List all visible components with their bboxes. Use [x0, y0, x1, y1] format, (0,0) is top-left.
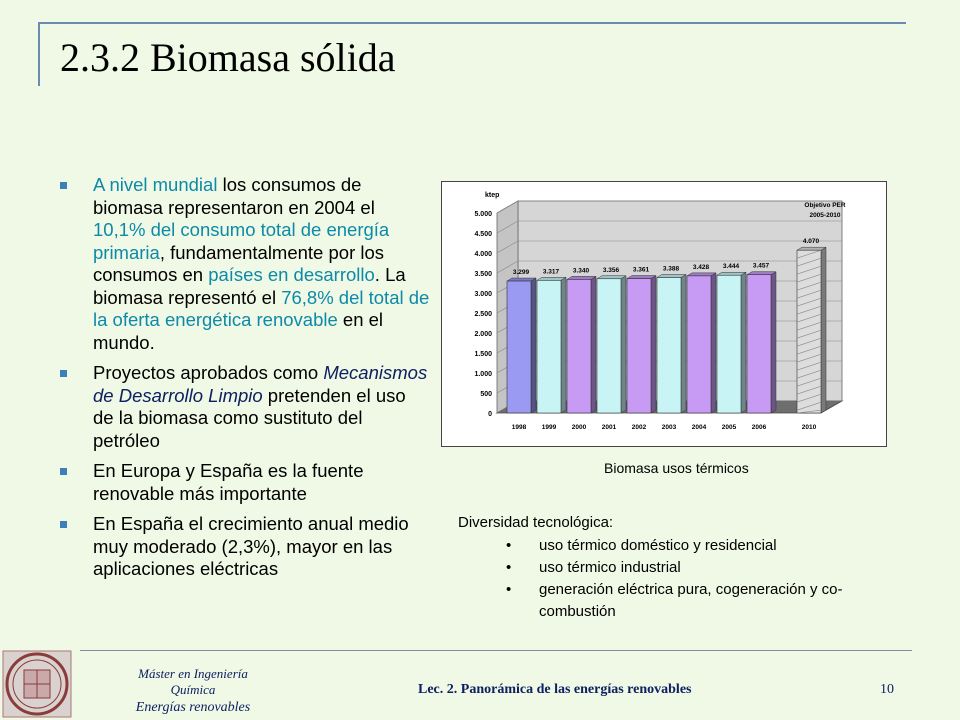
diversity-item-text: uso térmico doméstico y residencial	[539, 537, 777, 554]
diversity-item-text: generación eléctrica pura, cogeneración y co-combustión	[539, 581, 843, 620]
diversity-item	[458, 535, 869, 557]
bullet-text: pretenden el uso de la biomasa como sustituto del petróleo	[93, 384, 406, 451]
diversity-item-text: uso térmico industrial	[539, 559, 681, 576]
y-tick-label: 2.000	[474, 331, 492, 338]
title-frame-left-rule	[38, 22, 40, 86]
y-tick-label: 1.000	[474, 371, 492, 378]
bullet-square-icon	[60, 468, 67, 475]
bullet-square-icon	[60, 182, 67, 189]
chart-annotation: 2005-2010	[809, 212, 841, 219]
slide-title: 2.3.2 Biomasa sólida	[60, 35, 396, 80]
university-seal-icon	[2, 650, 72, 718]
bar	[537, 280, 561, 413]
bar	[627, 279, 651, 413]
bar-chart-box	[441, 181, 887, 447]
bullet-text: Mecanismos de Desarrollo Limpio	[93, 362, 428, 406]
footer-subject: Energías renovables	[135, 700, 251, 715]
diversity-block	[458, 514, 869, 623]
bullet-item	[60, 513, 430, 581]
bar	[747, 275, 771, 413]
bar	[657, 277, 681, 413]
bar-side	[531, 278, 536, 413]
bar	[507, 281, 531, 413]
bar-value-label: 4.070	[802, 238, 820, 246]
bullet-item	[60, 174, 430, 354]
y-tick-label: 3.000	[474, 291, 492, 298]
bullet-text: los consumos de biomasa representaron en 2004 el	[93, 174, 375, 218]
bar-top	[597, 276, 626, 279]
bullet-text: , fundamentalmente por los consumos en	[93, 241, 385, 285]
bar-top	[797, 247, 826, 250]
bar-value-label: 3.340	[572, 267, 590, 275]
x-tick-label: 2003	[661, 424, 677, 431]
y-tick-label: 3.500	[474, 271, 492, 278]
bullet-dot-icon: •	[506, 559, 512, 576]
bar-top	[627, 276, 656, 279]
x-tick-label: 2004	[691, 424, 707, 431]
y-tick-label: 500	[480, 391, 492, 398]
bar-side	[621, 276, 626, 413]
diversity-heading: Diversidad tecnológica:	[458, 514, 614, 531]
bullet-item	[60, 460, 430, 505]
bar-side	[821, 247, 826, 413]
bullet-text: 10,1% del consumo total de energía primaria	[93, 219, 390, 263]
x-tick-label: 1999	[541, 424, 557, 431]
bar-top	[507, 278, 536, 281]
bullet-text: En España el crecimiento anual medio muy moderado (2,3%), mayor en las aplicaciones eléctricas	[93, 513, 409, 579]
bar	[687, 276, 711, 413]
bar-side	[651, 276, 656, 413]
bar-side	[681, 274, 686, 413]
diversity-item	[458, 557, 869, 579]
bullet-list	[60, 174, 430, 589]
x-tick-label: 2005	[721, 424, 737, 431]
bullet-text: 76,8% del total de la oferta energética renovable	[93, 286, 430, 330]
y-unit-label: ktep	[485, 192, 500, 199]
bar-top	[537, 277, 566, 280]
footer-course	[118, 666, 268, 716]
bullet-dot-icon: •	[506, 537, 512, 554]
bullet-text: . La biomasa representó el	[93, 264, 406, 308]
bullet-text: en el mundo.	[93, 309, 384, 353]
y-tick-label: 1.500	[474, 351, 492, 358]
bar-chart	[442, 182, 886, 446]
bar-side	[561, 277, 566, 413]
footer-lecture: Lec. 2. Panorámica de las energías renovables	[418, 682, 692, 697]
x-tick-label: 2010	[801, 424, 817, 431]
bullet-dot-icon: •	[506, 581, 512, 598]
bar-side	[771, 272, 776, 413]
bar-top	[717, 272, 746, 275]
bar-side	[711, 273, 716, 413]
x-tick-label: 2001	[601, 424, 617, 431]
y-tick-label: 2.500	[474, 311, 492, 318]
bullet-text: Proyectos aprobados como	[93, 362, 324, 383]
y-tick-label: 4.000	[474, 251, 492, 258]
bar-side	[591, 276, 596, 413]
diversity-list	[458, 535, 869, 623]
bar-top	[567, 276, 596, 279]
x-tick-label: 2006	[751, 424, 767, 431]
footer-rule	[80, 650, 912, 651]
bar-side	[741, 272, 746, 413]
title-frame-top-rule	[38, 22, 906, 24]
x-tick-label: 1998	[511, 424, 527, 431]
y-tick-label: 0	[488, 411, 492, 418]
y-tick-label: 5.000	[474, 211, 492, 218]
y-tick-label: 4.500	[474, 231, 492, 238]
bar-value-label: 3.388	[662, 265, 680, 273]
bar	[597, 279, 621, 413]
bar-value-label: 3.444	[722, 263, 740, 271]
bullet-square-icon	[60, 370, 67, 377]
bullet-text: A nivel mundial	[93, 174, 218, 195]
bullet-text: países en desarrollo	[208, 264, 375, 285]
bullet-text: En Europa y España es la fuente renovable más importante	[93, 460, 364, 504]
bullet-square-icon	[60, 521, 67, 528]
page-number: 10	[880, 682, 894, 697]
bar-value-label: 3.317	[542, 268, 560, 276]
bar-value-label: 3.356	[602, 266, 620, 274]
bar-top	[687, 273, 716, 276]
chart-caption: Biomasa usos térmicos	[604, 460, 749, 476]
diversity-item	[458, 579, 869, 623]
x-tick-label: 2002	[631, 424, 647, 431]
footer-master: Máster en Ingeniería Química	[138, 666, 248, 697]
bar-value-label: 3.299	[512, 269, 530, 277]
bar	[567, 279, 591, 413]
bar-top	[657, 274, 686, 277]
x-tick-label: 2000	[571, 424, 587, 431]
bar-value-label: 3.457	[752, 262, 770, 270]
bar-value-label: 3.428	[692, 263, 710, 271]
bar	[717, 275, 741, 413]
bullet-item	[60, 362, 430, 452]
chart-annotation: Objetivo PER	[804, 202, 846, 209]
bar-top	[747, 272, 776, 275]
bar-value-label: 3.361	[632, 266, 650, 274]
